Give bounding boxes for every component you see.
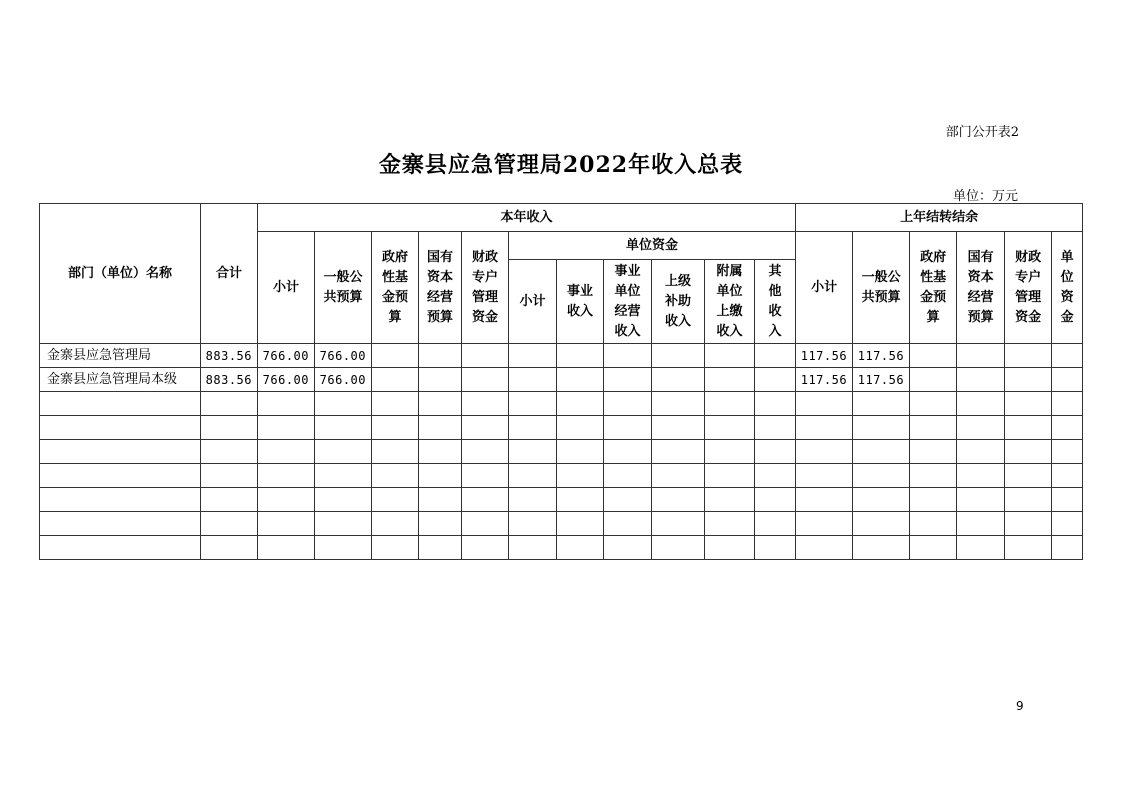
header-unit-funds: 单位资金 xyxy=(509,232,796,260)
header-cy-general-budget-label: 一般公共预算 xyxy=(323,269,363,305)
table-cell xyxy=(315,392,372,416)
empty-table-row xyxy=(40,464,1083,488)
table-cell xyxy=(910,512,957,536)
table-cell xyxy=(201,512,258,536)
table-cell xyxy=(372,488,419,512)
table-cell xyxy=(509,416,557,440)
empty-table-row xyxy=(40,416,1083,440)
table-cell xyxy=(315,464,372,488)
header-pb-special-fiscal xyxy=(1005,232,1052,344)
table-cell xyxy=(40,416,201,440)
header-cy-state-capital xyxy=(419,232,462,344)
table-cell xyxy=(796,536,853,560)
table-cell xyxy=(652,368,705,392)
row-cy-subtotal: 766.00 xyxy=(258,368,315,392)
header-cy-special-fiscal-label: 财政专户管理资金 xyxy=(471,249,498,325)
table-cell xyxy=(652,488,705,512)
table-cell xyxy=(1005,488,1052,512)
table-cell xyxy=(40,536,201,560)
table-cell xyxy=(796,440,853,464)
header-uf-business-unit-income-label: 事业单位经营收入 xyxy=(614,263,641,339)
header-cy-general-budget xyxy=(315,232,372,344)
table-cell xyxy=(652,440,705,464)
page-title: 金寨县应急管理局2022年收入总表 xyxy=(378,152,744,178)
table-cell xyxy=(509,536,557,560)
empty-table-row xyxy=(40,536,1083,560)
table-cell xyxy=(604,464,652,488)
table-cell xyxy=(372,392,419,416)
empty-table-row xyxy=(40,488,1083,512)
table-cell xyxy=(462,512,509,536)
header-uf-business-unit-income xyxy=(604,260,652,344)
table-cell xyxy=(604,536,652,560)
table-cell xyxy=(853,416,910,440)
row-pb-subtotal: 117.56 xyxy=(796,368,853,392)
table-cell xyxy=(755,440,796,464)
table-cell xyxy=(372,512,419,536)
unit-label: 单位：万元 xyxy=(952,189,1018,204)
table-cell xyxy=(755,512,796,536)
table-cell xyxy=(755,368,796,392)
header-pb-subtotal: 小计 xyxy=(796,232,853,344)
table-cell xyxy=(910,488,957,512)
table-cell xyxy=(796,392,853,416)
table-cell xyxy=(755,536,796,560)
table-cell xyxy=(419,464,462,488)
table-cell xyxy=(201,488,258,512)
table-cell xyxy=(509,440,557,464)
header-uf-superior-subsidy-label: 上级补助收入 xyxy=(664,273,691,329)
table-cell xyxy=(652,392,705,416)
document-code: 部门公开表2 xyxy=(945,125,1019,140)
table-cell xyxy=(372,464,419,488)
row-dept-name: 金寨县应急管理局 xyxy=(40,344,201,368)
row-pb-subtotal: 117.56 xyxy=(796,344,853,368)
table-cell xyxy=(201,416,258,440)
empty-table-row xyxy=(40,392,1083,416)
table-cell xyxy=(1052,416,1083,440)
table-cell xyxy=(957,536,1005,560)
table-cell xyxy=(957,488,1005,512)
header-cy-special-fiscal xyxy=(462,232,509,344)
table-cell xyxy=(201,392,258,416)
header-pb-special-fiscal-label: 财政专户管理资金 xyxy=(1015,249,1042,325)
header-cy-gov-fund xyxy=(372,232,419,344)
table-cell xyxy=(509,464,557,488)
table-cell xyxy=(957,416,1005,440)
table-cell xyxy=(1005,392,1052,416)
table-cell xyxy=(604,368,652,392)
empty-table-row xyxy=(40,512,1083,536)
header-uf-other-income-label: 其他收入 xyxy=(768,263,782,339)
header-pb-unit-funds xyxy=(1052,232,1083,344)
table-cell xyxy=(40,392,201,416)
header-pb-state-capital-label: 国有资本经营预算 xyxy=(967,249,994,325)
header-pb-unit-funds-label: 单位资金 xyxy=(1060,249,1074,325)
table-cell xyxy=(1005,368,1052,392)
table-cell xyxy=(652,512,705,536)
table-cell xyxy=(755,488,796,512)
row-total: 883.56 xyxy=(201,368,258,392)
table-cell xyxy=(705,536,755,560)
table-cell xyxy=(372,440,419,464)
table-cell xyxy=(1005,464,1052,488)
table-cell xyxy=(1005,344,1052,368)
table-cell xyxy=(372,344,419,368)
table-cell xyxy=(462,392,509,416)
table-cell xyxy=(1005,440,1052,464)
table-cell xyxy=(419,488,462,512)
table-cell xyxy=(910,536,957,560)
table-cell xyxy=(557,392,604,416)
table-cell xyxy=(315,536,372,560)
table-cell xyxy=(1052,464,1083,488)
table-cell xyxy=(557,464,604,488)
table-cell xyxy=(604,416,652,440)
row-cy-subtotal: 766.00 xyxy=(258,344,315,368)
table-row xyxy=(40,368,1083,392)
table-cell xyxy=(462,416,509,440)
table-cell xyxy=(315,512,372,536)
table-cell xyxy=(755,392,796,416)
table-cell xyxy=(419,512,462,536)
table-cell xyxy=(258,512,315,536)
table-cell xyxy=(315,488,372,512)
header-total: 合计 xyxy=(201,204,258,344)
table-cell xyxy=(705,416,755,440)
table-cell xyxy=(258,464,315,488)
table-cell xyxy=(1052,368,1083,392)
table-cell xyxy=(755,344,796,368)
table-cell xyxy=(796,464,853,488)
header-uf-superior-subsidy xyxy=(652,260,705,344)
table-cell xyxy=(755,416,796,440)
table-cell xyxy=(1052,488,1083,512)
table-cell xyxy=(853,512,910,536)
table-cell xyxy=(258,536,315,560)
table-cell xyxy=(40,464,201,488)
row-dept-name: 金寨县应急管理局本级 xyxy=(40,368,201,392)
table-cell xyxy=(652,536,705,560)
table-cell xyxy=(557,416,604,440)
table-cell xyxy=(705,368,755,392)
row-total: 883.56 xyxy=(201,344,258,368)
table-cell xyxy=(258,392,315,416)
table-cell xyxy=(509,368,557,392)
table-cell xyxy=(419,392,462,416)
header-pb-gov-fund-label: 政府性基金预算 xyxy=(920,249,947,325)
page-number: 9 xyxy=(1016,699,1024,713)
table-cell xyxy=(957,392,1005,416)
table-cell xyxy=(957,512,1005,536)
table-cell xyxy=(1005,512,1052,536)
table-cell xyxy=(705,344,755,368)
table-cell xyxy=(419,344,462,368)
table-cell xyxy=(957,440,1005,464)
table-cell xyxy=(419,440,462,464)
table-cell xyxy=(910,464,957,488)
table-cell xyxy=(796,512,853,536)
header-dept-name: 部门（单位）名称 xyxy=(40,204,201,344)
header-uf-business-income xyxy=(557,260,604,344)
table-cell xyxy=(419,416,462,440)
table-cell xyxy=(604,488,652,512)
table-cell xyxy=(796,416,853,440)
table-cell xyxy=(957,464,1005,488)
table-cell xyxy=(604,512,652,536)
table-cell xyxy=(258,488,315,512)
header-uf-subtotal: 小计 xyxy=(509,260,557,344)
table-cell xyxy=(201,536,258,560)
table-cell xyxy=(462,488,509,512)
table-cell xyxy=(957,344,1005,368)
table-cell xyxy=(705,392,755,416)
table-cell xyxy=(462,344,509,368)
table-cell xyxy=(40,488,201,512)
table-cell xyxy=(604,440,652,464)
table-cell xyxy=(40,440,201,464)
table-cell xyxy=(910,416,957,440)
table-cell xyxy=(258,440,315,464)
row-pb-general-budget: 117.56 xyxy=(853,344,910,368)
table-cell xyxy=(509,488,557,512)
table-cell xyxy=(957,368,1005,392)
table-cell xyxy=(557,536,604,560)
table-cell xyxy=(462,368,509,392)
income-summary-table xyxy=(39,203,1083,560)
table-cell xyxy=(557,368,604,392)
table-cell xyxy=(201,440,258,464)
header-uf-business-income-label: 事业收入 xyxy=(566,283,593,319)
table-cell xyxy=(705,464,755,488)
table-cell xyxy=(372,416,419,440)
header-pb-general-budget xyxy=(853,232,910,344)
table-row xyxy=(40,344,1083,368)
table-cell xyxy=(652,344,705,368)
table-cell xyxy=(1052,536,1083,560)
table-cell xyxy=(910,368,957,392)
table-cell xyxy=(509,392,557,416)
table-cell xyxy=(315,440,372,464)
table-cell xyxy=(315,416,372,440)
row-cy-general-budget: 766.00 xyxy=(315,344,372,368)
table-cell xyxy=(557,488,604,512)
table-cell xyxy=(705,440,755,464)
header-cy-subtotal: 小计 xyxy=(258,232,315,344)
table-cell xyxy=(462,536,509,560)
table-cell xyxy=(557,512,604,536)
table-cell xyxy=(419,368,462,392)
table-cell xyxy=(419,536,462,560)
header-prior-balance: 上年结转结余 xyxy=(796,204,1083,232)
table-cell xyxy=(910,392,957,416)
table-cell xyxy=(910,344,957,368)
header-cy-state-capital-label: 国有资本经营预算 xyxy=(426,249,453,325)
table-cell xyxy=(705,488,755,512)
table-cell xyxy=(604,392,652,416)
table-cell xyxy=(1005,416,1052,440)
table-cell xyxy=(40,512,201,536)
table-cell xyxy=(509,344,557,368)
header-uf-affiliated-income xyxy=(705,260,755,344)
header-pb-gov-fund xyxy=(910,232,957,344)
table-cell xyxy=(604,344,652,368)
table-cell xyxy=(258,416,315,440)
table-cell xyxy=(796,488,853,512)
header-uf-other-income xyxy=(755,260,796,344)
header-cy-gov-fund-label: 政府性基金预算 xyxy=(381,249,408,325)
header-pb-state-capital xyxy=(957,232,1005,344)
table-cell xyxy=(853,464,910,488)
table-cell xyxy=(509,512,557,536)
table-cell xyxy=(462,464,509,488)
table-cell xyxy=(1005,536,1052,560)
table-cell xyxy=(1052,440,1083,464)
empty-table-row xyxy=(40,440,1083,464)
table-cell xyxy=(652,464,705,488)
table-cell xyxy=(652,416,705,440)
table-cell xyxy=(372,536,419,560)
table-cell xyxy=(853,488,910,512)
header-current-year: 本年收入 xyxy=(258,204,796,232)
table-cell xyxy=(705,512,755,536)
table-cell xyxy=(557,440,604,464)
table-cell xyxy=(1052,512,1083,536)
table-cell xyxy=(853,440,910,464)
empty-rows xyxy=(40,392,1083,560)
row-pb-general-budget: 117.56 xyxy=(853,368,910,392)
table-cell xyxy=(910,440,957,464)
table-cell xyxy=(462,440,509,464)
table-cell xyxy=(372,368,419,392)
table-cell xyxy=(201,464,258,488)
row-cy-general-budget: 766.00 xyxy=(315,368,372,392)
table-cell xyxy=(755,464,796,488)
table-cell xyxy=(557,344,604,368)
table-cell xyxy=(853,536,910,560)
header-pb-general-budget-label: 一般公共预算 xyxy=(861,269,901,305)
table-cell xyxy=(1052,392,1083,416)
header-uf-affiliated-income-label: 附属单位上缴收入 xyxy=(716,263,743,339)
table-cell xyxy=(1052,344,1083,368)
table-cell xyxy=(853,392,910,416)
